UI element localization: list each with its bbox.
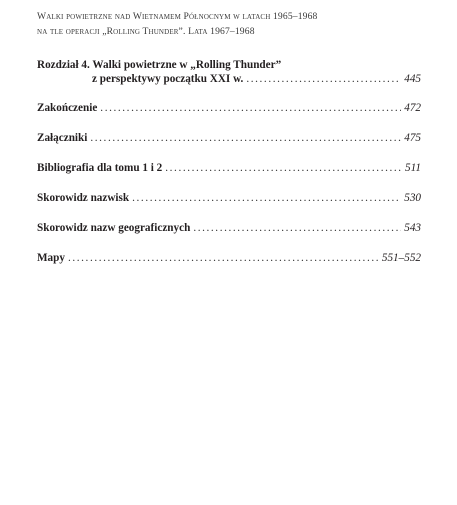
toc-entry-skorowidz-nazw-geograficznych [37,221,421,235]
dot-leader [246,72,401,86]
dot-leader [68,251,379,265]
toc-entry-page: 472 [404,102,421,114]
toc-entry-title: Załączniki [37,132,88,144]
toc-entry-title-line-2: z perspektywy początku XXI w. [92,73,244,85]
dot-leader [132,191,401,205]
toc-entry-page: 445 [404,73,421,85]
dot-leader [90,131,401,145]
toc-entry-zakonczenie [37,101,421,115]
toc-entry-zalaczniki [37,131,421,145]
toc-entry-title: Bibliografia dla tomu 1 i 2 [37,162,163,174]
toc-entry-page: 511 [405,162,421,174]
toc-entry-chapter-4 [37,58,421,86]
running-header [37,10,427,39]
dot-leader [165,161,402,175]
toc-entry-title-line-1: Rozdział 4. Walki powietrzne w „Rolling Thunder” [37,59,282,71]
table-of-contents [37,58,421,265]
toc-entry-page: 530 [404,192,421,204]
toc-entry-bibliografia [37,161,421,175]
toc-entry-title: Mapy [37,252,65,264]
dot-leader [193,221,401,235]
toc-entry-mapy [37,251,421,265]
dot-leader [100,101,401,115]
toc-entry-title: Zakończenie [37,102,98,114]
toc-entry-page: 543 [404,222,421,234]
toc-entry-page: 475 [404,132,421,144]
running-header-line-2: na tle operacji „Rolling Thunder”. Lata 1967–1968 [37,25,255,37]
toc-entry-title: Skorowidz nazwisk [37,192,130,204]
running-header-line-1: Walki powietrzne nad Wietnamem Północnym w latach 1965–1968 [37,11,318,22]
toc-entry-page: 551–552 [381,252,421,264]
toc-entry-title: Skorowidz nazw geograficznych [37,222,191,234]
toc-entry-skorowidz-nazwisk [37,191,421,205]
